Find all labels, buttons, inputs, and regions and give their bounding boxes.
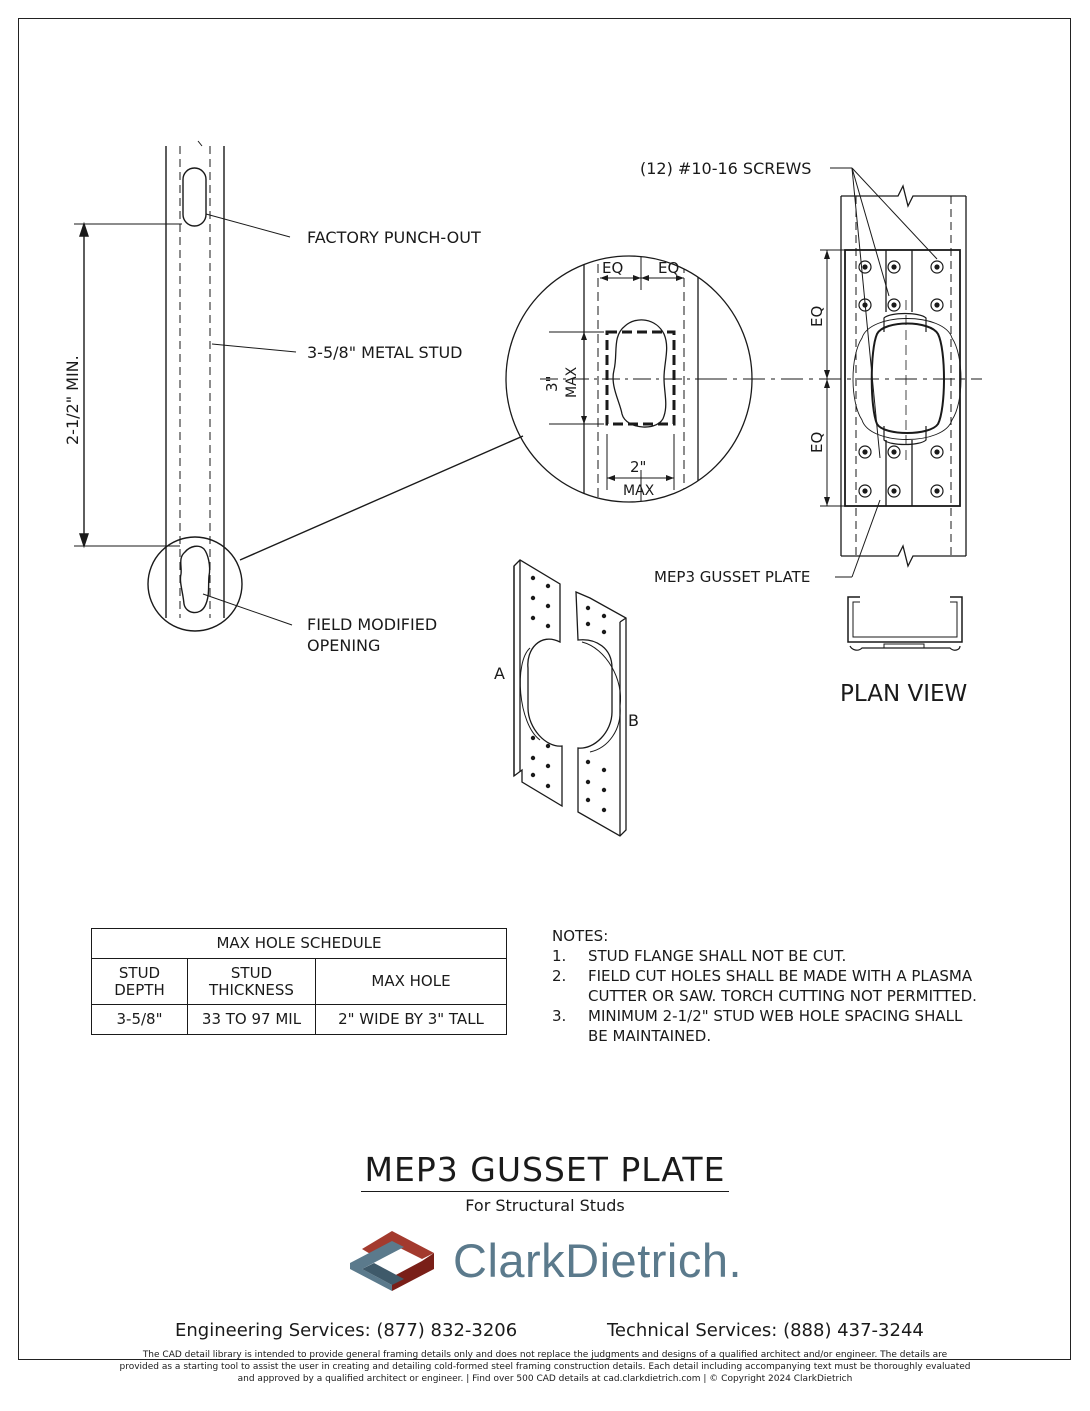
factory-punch-out-label: FACTORY PUNCH-OUT bbox=[307, 228, 481, 247]
eq-label-lower: EQ bbox=[808, 431, 826, 453]
cell-stud-thickness: 33 TO 97 MIL bbox=[188, 1005, 316, 1035]
technical-services: Technical Services: (888) 437-3244 bbox=[607, 1320, 924, 1341]
note-item: 2. FIELD CUT HOLES SHALL BE MADE WITH A PLASMA CUTTER OR SAW. TORCH CUTTING NOT PERMITTED. bbox=[552, 967, 977, 1005]
drawing-title: MEP3 GUSSET PLATE bbox=[361, 1150, 730, 1192]
note-item: 3. MINIMUM 2-1/2" STUD WEB HOLE SPACING SHALL BE MAINTAINED. bbox=[552, 1007, 963, 1045]
header-stud-thickness: STUD THICKNESS bbox=[188, 959, 316, 1005]
header-stud-depth: STUD DEPTH bbox=[92, 959, 188, 1005]
cell-stud-depth: 3-5/8" bbox=[92, 1005, 188, 1035]
field-modified-label-line1: FIELD MODIFIED bbox=[307, 615, 438, 634]
gusset-plate-outline bbox=[845, 250, 960, 506]
eq-label-right: EQ bbox=[658, 259, 680, 277]
part-b-label: B bbox=[628, 711, 639, 730]
cut-hole-shape bbox=[613, 320, 667, 427]
notes-heading: NOTES: bbox=[552, 927, 609, 945]
gusset-plate-a bbox=[514, 560, 562, 806]
height-dimension-max: MAX bbox=[564, 366, 580, 398]
width-dimension-value: 2" bbox=[630, 458, 647, 476]
field-modified-label-line2: OPENING bbox=[307, 636, 381, 655]
header-max-hole: MAX HOLE bbox=[316, 959, 507, 1005]
detail-callout-circle bbox=[148, 537, 242, 631]
eq-label-left: EQ bbox=[602, 259, 624, 277]
title-block bbox=[0, 1150, 1090, 1215]
max-hole-schedule bbox=[91, 928, 507, 1035]
stud-elevation bbox=[74, 141, 523, 631]
factory-punch-out-slot bbox=[183, 168, 206, 226]
clarkdietrich-logo bbox=[348, 1225, 748, 1295]
metal-stud-label: 3-5/8" METAL STUD bbox=[307, 343, 463, 362]
note-item: 1. STUD FLANGE SHALL NOT BE CUT. bbox=[552, 947, 847, 965]
logo-wordmark: ClarkDietrich. bbox=[453, 1234, 743, 1287]
disclaimer: The CAD detail library is intended to provide general framing details only and does not replace the judgments and designs of a qualified architect and/or engineer. The details are provided as a starting tool to assist the user in creating and detailing cold-formed steel framing construction details. Each detail including accompanying text must be thoroughly evaluated and approved by a qualified architect or engineer. | Find over 500 CAD details at cad.clarkdietrich.com | © Copyright 2024 ClarkDietrich bbox=[119, 1350, 971, 1384]
drawing-subtitle: For Structural Studs bbox=[465, 1196, 625, 1215]
notes bbox=[552, 926, 1032, 1046]
engineering-services: Engineering Services: (877) 832-3206 bbox=[175, 1320, 518, 1341]
min-spacing-dimension: 2-1/2" MIN. bbox=[63, 355, 82, 445]
screws-label: (12) #10-16 SCREWS bbox=[640, 159, 812, 178]
gusset-elevation bbox=[705, 168, 982, 577]
schedule-title: MAX HOLE SCHEDULE bbox=[92, 929, 507, 959]
gusset-plate-b bbox=[576, 592, 626, 836]
cell-max-hole: 2" WIDE BY 3" TALL bbox=[316, 1005, 507, 1035]
height-dimension-value: 3" bbox=[543, 375, 561, 392]
table-row bbox=[92, 1005, 507, 1035]
field-modified-opening bbox=[180, 546, 209, 612]
part-a-label: A bbox=[494, 664, 505, 683]
plan-view-label: PLAN VIEW bbox=[840, 681, 968, 707]
width-dimension-max: MAX bbox=[623, 483, 655, 499]
eq-label-upper: EQ bbox=[808, 305, 826, 327]
plan-view bbox=[848, 597, 962, 650]
logo-mark-icon bbox=[348, 1225, 448, 1295]
gusset-plate-label: MEP3 GUSSET PLATE bbox=[654, 568, 811, 586]
